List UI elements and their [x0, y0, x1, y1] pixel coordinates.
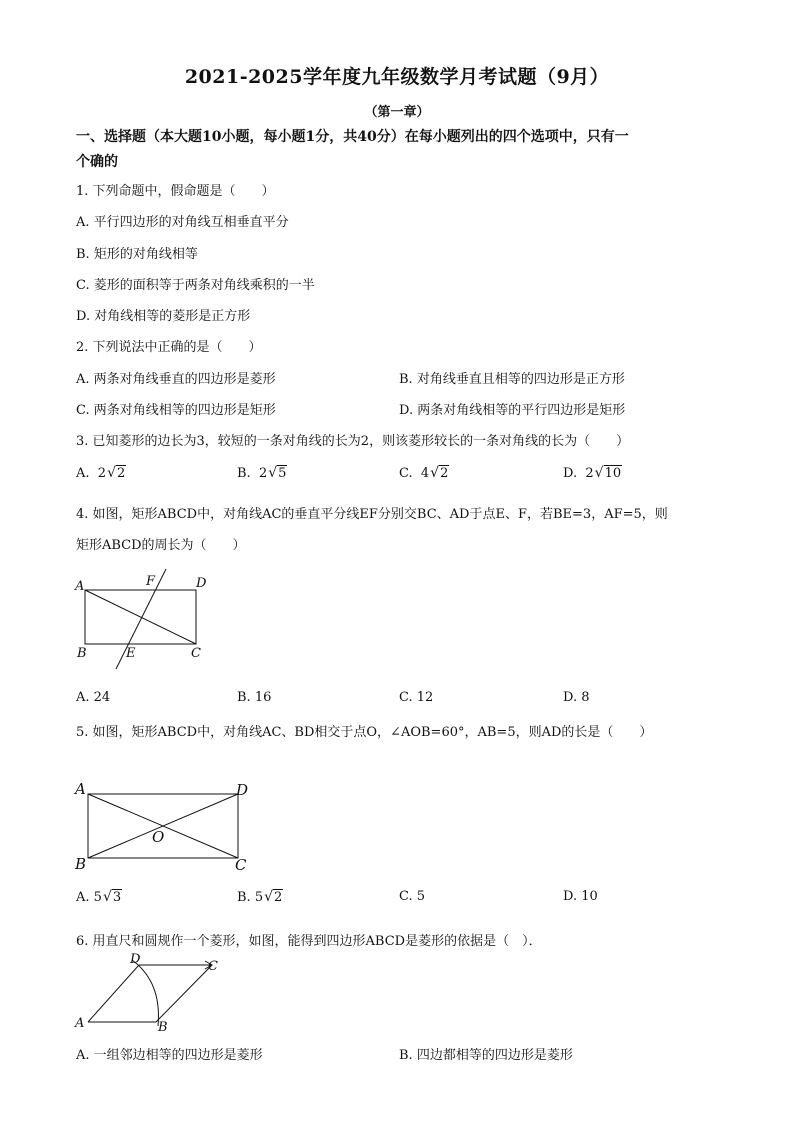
sqrt-sign: √2 [264, 889, 283, 905]
q5-option-b: B. 5√2 [237, 889, 283, 905]
label-a: A [75, 780, 86, 798]
label-d: D [236, 781, 249, 799]
label-a: A [75, 579, 85, 594]
q3-stem: 3. 已知菱形的边长为3，较短的一条对角线的长为2，则该菱形较长的一条对角线的长为（ ） [76, 434, 630, 449]
q3-option-a: A. 2√2 [76, 465, 126, 481]
q4-stem-line2: 矩形ABCD的周长为（ ） [76, 538, 246, 553]
label-b: B [75, 855, 87, 873]
label-c: C [235, 856, 247, 873]
q5-option-a: A. 5√3 [76, 889, 122, 905]
side-bc [156, 965, 212, 1022]
q6-option-a: A. 一组邻边相等的四边形是菱形 [76, 1048, 263, 1063]
sqrt-sign: √5 [268, 465, 287, 481]
label-c: C [208, 959, 218, 974]
q3-option-b: B. 2√5 [237, 465, 287, 481]
q2-option-d: D. 两条对角线相等的平行四边形是矩形 [399, 403, 626, 418]
page-title: 2021-2025学年度九年级数学月考试题（9月） [184, 66, 610, 88]
q2-stem: 2. 下列说法中正确的是（ ） [76, 340, 262, 355]
section-heading-line2: 个确的 [76, 154, 118, 170]
q2-option-c: C. 两条对角线相等的四边形是矩形 [76, 403, 276, 418]
diagonal-ac [85, 590, 196, 644]
q2-option-a: A. 两条对角线垂直的四边形是菱形 [76, 372, 276, 387]
q4-option-b: B. 16 [237, 690, 272, 705]
q1-stem: 1. 下列命题中，假命题是（ ） [76, 184, 275, 199]
q1-option-a: A. 平行四边形的对角线互相垂直平分 [76, 215, 289, 230]
q3-option-c: C. 4√2 [399, 465, 449, 481]
label-d: D [130, 952, 141, 967]
section-heading-line1: 一、选择题（本大题10小题，每小题1分，共40分）在每小题列出的四个选项中，只有一 [76, 129, 629, 145]
label-o: O [152, 828, 165, 846]
q4-stem-line1: 4. 如图，矩形ABCD中，对角线AC的垂直平分线EF分别交BC、AD于点E、F，若BE=3，AF=5，则 [76, 507, 668, 522]
side-ad [88, 965, 139, 1022]
label-c: C [191, 646, 201, 661]
q5-stem: 5. 如图，矩形ABCD中，对角线AC、BD相交于点O，∠AOB=60°，AB=5，则AD的长是（ ） [76, 725, 653, 740]
q6-option-b: B. 四边都相等的四边形是菱形 [399, 1048, 573, 1063]
q2-option-b: B. 对角线垂直且相等的四边形是正方形 [399, 372, 625, 387]
sqrt-sign: √2 [430, 465, 449, 481]
label-a: A [75, 1016, 85, 1031]
perpendicular-bisector-ef [116, 569, 166, 669]
q6-figure-rhombus-construction [70, 952, 230, 1034]
q1-option-b: B. 矩形的对角线相等 [76, 247, 198, 262]
label-b: B [77, 646, 87, 661]
label-d: D [196, 576, 207, 591]
compass-arc [132, 960, 158, 1026]
q4-option-d: D. 8 [563, 690, 590, 705]
q1-option-c: C. 菱形的面积等于两条对角线乘积的一半 [76, 278, 315, 293]
label-e: E [126, 646, 136, 661]
label-f: F [146, 574, 156, 589]
q3-option-d: D. 2√10 [563, 465, 622, 481]
sqrt-sign: √10 [594, 465, 622, 481]
q5-option-d: D. 10 [563, 889, 598, 904]
q4-option-c: C. 12 [399, 690, 434, 705]
q6-stem: 6. 用直尺和圆规作一个菱形，如图，能得到四边形ABCD是菱形的依据是（ ）． [76, 934, 542, 949]
sqrt-sign: √3 [102, 889, 122, 905]
q4-option-a: A. 24 [76, 690, 111, 705]
label-b: B [158, 1020, 168, 1034]
q5-option-c: C. 5 [399, 889, 426, 904]
q5-figure-rectangle [70, 778, 260, 873]
q1-option-d: D. 对角线相等的菱形是正方形 [76, 309, 251, 324]
sqrt-sign: √2 [107, 465, 126, 481]
q4-figure-rectangle [70, 565, 220, 675]
page-subtitle: （第一章） [364, 105, 430, 120]
